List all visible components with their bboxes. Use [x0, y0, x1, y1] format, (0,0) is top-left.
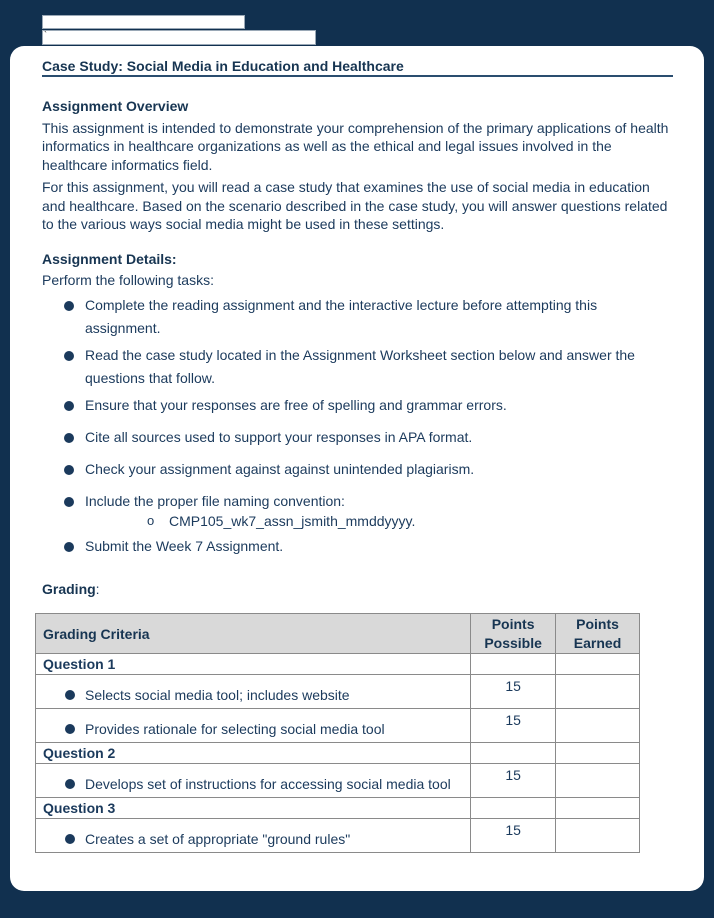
question-label: Question 2	[36, 743, 471, 764]
bullet-icon	[64, 542, 74, 552]
task-text: Check your assignment against against unintended plagiarism.	[85, 460, 475, 477]
criteria-row	[36, 675, 640, 709]
task-list	[42, 294, 674, 558]
bullet-icon	[65, 779, 75, 789]
task-item	[42, 344, 674, 390]
bullet-icon	[64, 401, 74, 411]
document-title: Case Study: Social Media in Education and Healthcare	[42, 58, 404, 74]
points-earned[interactable]	[556, 819, 640, 853]
bullet-icon	[65, 724, 75, 734]
bullet-icon	[64, 433, 74, 443]
task-item	[42, 294, 674, 340]
criteria-row	[36, 819, 640, 853]
task-text: Include the proper file naming convention:	[85, 492, 345, 509]
table-header-row	[36, 614, 640, 654]
task-text: Submit the Week 7 Assignment.	[85, 537, 284, 554]
sub-bullet-icon: o	[147, 512, 155, 528]
task-item	[42, 535, 674, 558]
details-heading: Assignment Details:	[42, 250, 177, 267]
points-possible: 15	[471, 764, 556, 798]
bullet-icon	[64, 465, 74, 475]
points-earned[interactable]	[556, 764, 640, 798]
task-item	[42, 458, 674, 481]
question-row	[36, 654, 640, 675]
details-intro: Perform the following tasks:	[42, 272, 214, 288]
task-item	[42, 490, 674, 531]
bullet-icon	[64, 351, 74, 361]
criteria-cell: Creates a set of appropriate "ground rules"	[36, 819, 471, 853]
points-possible: 15	[471, 709, 556, 743]
points-possible: 15	[471, 819, 556, 853]
question-label: Question 1	[36, 654, 471, 675]
task-text: Ensure that your responses are free of spelling and grammar errors.	[85, 396, 507, 413]
column-header-possible: Points Possible	[471, 614, 556, 654]
overview-paragraph: This assignment is intended to demonstrate your comprehension of the primary applications of health informatics in healthcare organizations as well as the ethical and legal issues involved in the healthcare informatics field.	[42, 119, 669, 173]
criteria-cell: Provides rationale for selecting social media tool	[36, 709, 471, 743]
header-field-top[interactable]	[42, 15, 245, 29]
task-text: Cite all sources used to support your responses in APA format.	[85, 428, 473, 445]
criteria-row	[36, 764, 640, 798]
question-row	[36, 743, 640, 764]
task-item	[42, 426, 674, 449]
title-divider	[42, 75, 673, 77]
question-row	[36, 798, 640, 819]
document-body	[42, 97, 674, 598]
overview-heading: Assignment Overview	[42, 98, 189, 114]
bullet-icon	[64, 497, 74, 507]
task-text: Read the case study located in the Assignment Worksheet section below and answer the questions that follow.	[85, 346, 635, 386]
criteria-row	[36, 709, 640, 743]
header-field-bottom[interactable]: `	[42, 30, 316, 45]
grading-table	[35, 613, 640, 853]
points-possible: 15	[471, 675, 556, 709]
naming-example-text: CMP105_wk7_assn_jsmith_mmddyyyy.	[169, 512, 416, 529]
criteria-cell: Selects social media tool; includes website	[36, 675, 471, 709]
bullet-icon	[65, 690, 75, 700]
overview-paragraph: For this assignment, you will read a case study that examines the use of social media in education and healthcare. Based on the scenario described in the case study, you will answer questions related to the various ways social media might be used in these settings.	[42, 179, 668, 232]
task-text: Complete the reading assignment and the interactive lecture before attempting this assignment.	[85, 296, 598, 336]
points-earned[interactable]	[556, 675, 640, 709]
grading-heading: Grading:	[42, 580, 100, 597]
task-item	[42, 394, 674, 417]
column-header-criteria: Grading Criteria	[36, 614, 471, 654]
points-earned[interactable]	[556, 709, 640, 743]
naming-example	[85, 511, 674, 531]
column-header-earned: Points Earned	[556, 614, 640, 654]
bullet-icon	[65, 834, 75, 844]
question-label: Question 3	[36, 798, 471, 819]
bullet-icon	[64, 301, 74, 311]
criteria-cell: Develops set of instructions for accessing social media tool	[36, 764, 471, 798]
